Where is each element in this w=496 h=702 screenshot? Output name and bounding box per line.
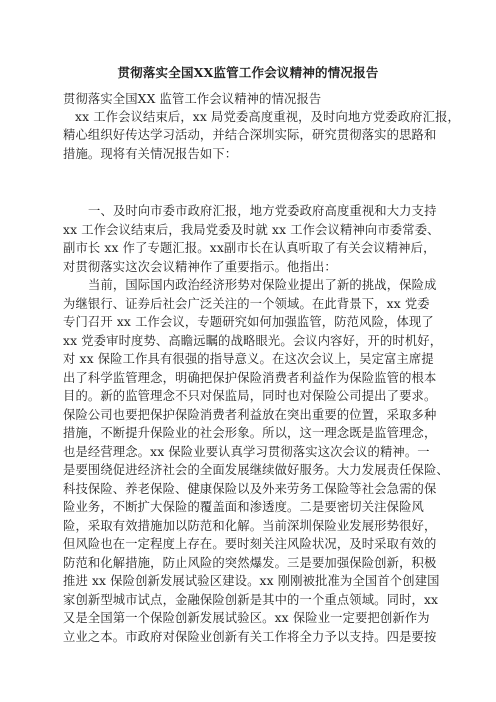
text-line: 为继银行、证券后社会广泛关注的一个领域。在此背景下，xx 党委 [63,297,430,311]
text-line: 对 xx 保险工作具有很强的指导意义。在这次会议上，吴定富主席提 [63,352,434,366]
document-title: 贯彻落实全国XX监管工作会议精神的情况报告 [117,65,379,80]
text-line: 推进 xx 保险创新发展试验区建设。xx 刚刚被批准为全国首个创建国 [63,574,440,588]
section-heading: 一、及时向市委市政府汇报，地方党委政府高度重视和大力支持 [88,204,437,218]
text-line: 险，采取有效措施加以防范和化解。当前深圳保险业发展形势很好， [63,519,437,533]
text-line: 目的。新的监管理念不只对保监局，同时也对保险公司提出了要求。 [63,389,437,403]
text-line: 是要围绕促进经济社会的全面发展继续做好服务。大力发展责任保险、 [63,463,449,477]
text-line: 险业务，不断扩大保险的覆盖面和渗透度。二是要密切关注保险风 [63,500,424,514]
text-line: xx 工作会议结束后，我局党委及时就 xx 工作会议精神向市委常委、 [63,223,440,237]
text-line: 家创新型城市试点，金融保险创新是其中的一个重点领域。同时，xx [63,593,439,607]
text-line: 专门召开 xx 工作会议，专题研究如何加强监管，防范风险，体现了 [63,315,434,329]
text-line: 措施，不断提升保险业的社会形象。所以，这一理念既是监管理念， [63,426,437,440]
text-line: 但风险也在一定程度上存在。要时刻关注风险状况，及时采取有效的 [63,537,437,551]
text-line: 立业之本。市政府对保险业创新有关工作将全力予以支持。四是要按 [63,630,437,644]
text-line: 副市长 xx 作了专题汇报。xx副市长在认真听取了有关会议精神后， [63,241,436,255]
text-line: xx 工作会议结束后，xx 局党委高度重视，及时向地方党委政府汇报， [75,110,460,124]
text-line: 保险公司也要把保护保险消费者利益放在突出重要的位置，采取多种 [63,408,437,422]
text-line: 科技保险、养老保险、健康保险以及外来劳务工保险等社会急需的保 [63,482,437,496]
text-line: 措施。现将有关情况报告如下： [63,147,238,161]
text-line: 贯彻落实全国XX 监管工作会议精神的情况报告 [63,92,322,106]
text-line: xx 党委审时度势、高瞻远瞩的战略眼光。会议内容好，开的时机好， [63,334,443,348]
text-line: 出了科学监管理念，明确把保护保险消费者利益作为保险监管的根本 [63,371,437,385]
text-line: 对贯彻落实这次会议精神作了重要指示。他指出： [63,260,337,274]
text-line: 防范和化解措施，防止风险的突然爆发。三是要加强保险创新，积极 [63,556,437,570]
text-line: 精心组织好传达学习活动，并结合深圳实际，研究贯彻落实的思路和 [63,128,437,142]
text-line: 也是经营理念。xx 保险业要认真学习贯彻落实这次会议的精神。一 [63,445,430,459]
text-line: 当前，国际国内政治经济形势对保险业提出了新的挑战，保险成 [88,278,437,292]
text-line: 又是全国第一个保险创新发展试验区。xx 保险业一定要把创新作为 [63,611,430,625]
